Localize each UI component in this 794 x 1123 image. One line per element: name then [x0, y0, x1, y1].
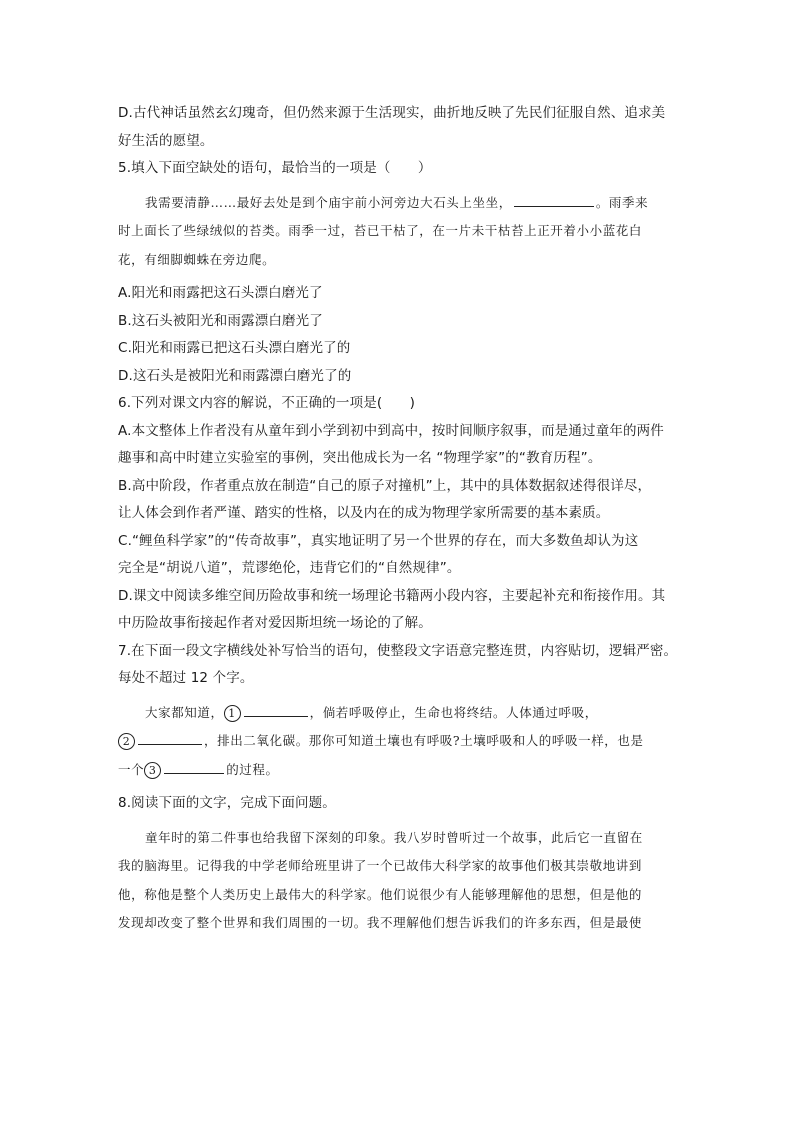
circled-number-1: 1	[224, 705, 241, 722]
q8-stem: 8.阅读下面的文字，完成下面问题。	[118, 795, 336, 811]
q4-option-d-line-1: D.古代神话虽然玄幻瑰奇，但仍然来源于生活现实，曲折地反映了先民们征服自然、追求美	[118, 105, 666, 121]
circled-number-3: 3	[144, 762, 161, 779]
q6-option-b-line-2: 让人体会到作者严谨、踏实的性格，以及内在的成为物理学家所需要的基本素质。	[118, 505, 610, 521]
q5-passage-line-3: 花，有细脚蜘蛛在旁边爬。	[118, 251, 276, 267]
q7-stem-line-1: 7.在下面一段文字横线处补写恰当的语句，使整段文字语意完整连贯，内容贴切，逻辑严密。	[118, 642, 678, 659]
q5-passage-line-2: 时上面长了些绿绒似的苔类。雨季一过，苔已干枯了，在一片未干枯苔上正开着小小蓝花白	[118, 223, 643, 238]
q7-passage-line-2	[118, 727, 678, 756]
q6-option-c-line-1: C.“鲤鱼科学家”的“传奇故事”，真实地证明了另一个世界的存在，而大多数鱼却认为这	[118, 532, 639, 549]
answer-blank-2	[138, 729, 202, 745]
q7-passage-text: ，排出二氧化碳。那你可知道土壤也有呼吸?土壤呼吸和人的呼吸一样，也是	[204, 733, 644, 748]
q4-option-d-line-2: 好生活的愿望。	[118, 132, 214, 149]
q7-passage-line-3	[118, 756, 678, 785]
q5-option-c: C.阳光和雨露已把这石头漂白磨光了的	[118, 340, 351, 356]
answer-blank	[514, 191, 594, 207]
q6-option-c-line-2: 完全是“胡说八道”，荒谬绝伦，违背它们的“自然规律”。	[118, 560, 461, 576]
q8-passage-line-1: 童年时的第二件事也给我留下深刻的印象。我八岁时曾听过一个故事，此后它一直留在	[145, 829, 643, 845]
q8-passage-line-2: 我的脑海里。记得我的中学老师给班里讲了一个已故伟大科学家的故事他们极其崇敬地讲到	[118, 858, 643, 873]
q6-stem: 6.下列对课文内容的解说，不正确的一项是( )	[118, 395, 416, 411]
answer-blank-3	[164, 758, 224, 774]
q7-passage-text: 一个	[118, 761, 145, 777]
q5-passage-text: 我需要清静……最好去处是到个庙宇前小河旁边大石头上坐坐，	[145, 194, 512, 210]
q6-option-d-line-2: 中历险故事衔接起作者对爱因斯坦统一场论的了解。	[118, 615, 432, 631]
q5-option-d: D.这石头是被阳光和雨露漂白磨光了的	[118, 367, 352, 384]
q7-passage-text: 大家都知道，	[145, 704, 224, 720]
q5-option-b: B.这石头被阳光和雨露漂白磨光了	[118, 312, 323, 329]
q7-stem-line-2: 每处不超过 12 个字。	[118, 670, 254, 686]
exam-content	[118, 100, 678, 938]
q5-stem: 5.填入下面空缺处的语句，最恰当的一项是（ ）	[118, 160, 432, 176]
q5-passage-line-1	[118, 189, 678, 218]
q8-passage-line-4: 发现却改变了整个世界和我们周围的一切。我不理解他们想告诉我们的许多东西，但是最使	[118, 915, 643, 930]
answer-blank-1	[244, 701, 308, 717]
q6-option-a-line-1: A.本文整体上作者没有从童年到小学到初中到高中，按时间顺序叙事，而是通过童年的两件	[118, 422, 664, 439]
q6-option-a-line-2: 趣事和高中时建立实验室的事例，突出他成长为一名 “物理学家”的“教育历程”。	[118, 450, 602, 466]
q7-passage-text: ，倘若呼吸停止，生命也将终结。人体通过呼吸，	[309, 704, 598, 720]
circled-number-2: 2	[118, 733, 135, 750]
q6-option-d-line-1: D.课文中阅读多维空间历险故事和统一场理论书籍两小段内容，主要起补充和衔接作用。其	[118, 587, 666, 604]
q5-option-a: A.阳光和雨露把这石头漂白磨光了	[118, 285, 323, 301]
q7-passage-text: 的过程。	[226, 761, 279, 777]
q8-passage-line-3: 他，称他是整个人类历史上最伟大的科学家。他们说很少有人能够理解他的思想，但是他的	[118, 886, 643, 902]
q6-option-b-line-1: B.高中阶段，作者重点放在制造“自己的原子对撞机”上，其中的具体数据叙述得很详尽，	[118, 477, 652, 494]
q7-passage-line-1	[118, 699, 678, 728]
q5-passage-text: 。雨季来	[595, 194, 649, 210]
